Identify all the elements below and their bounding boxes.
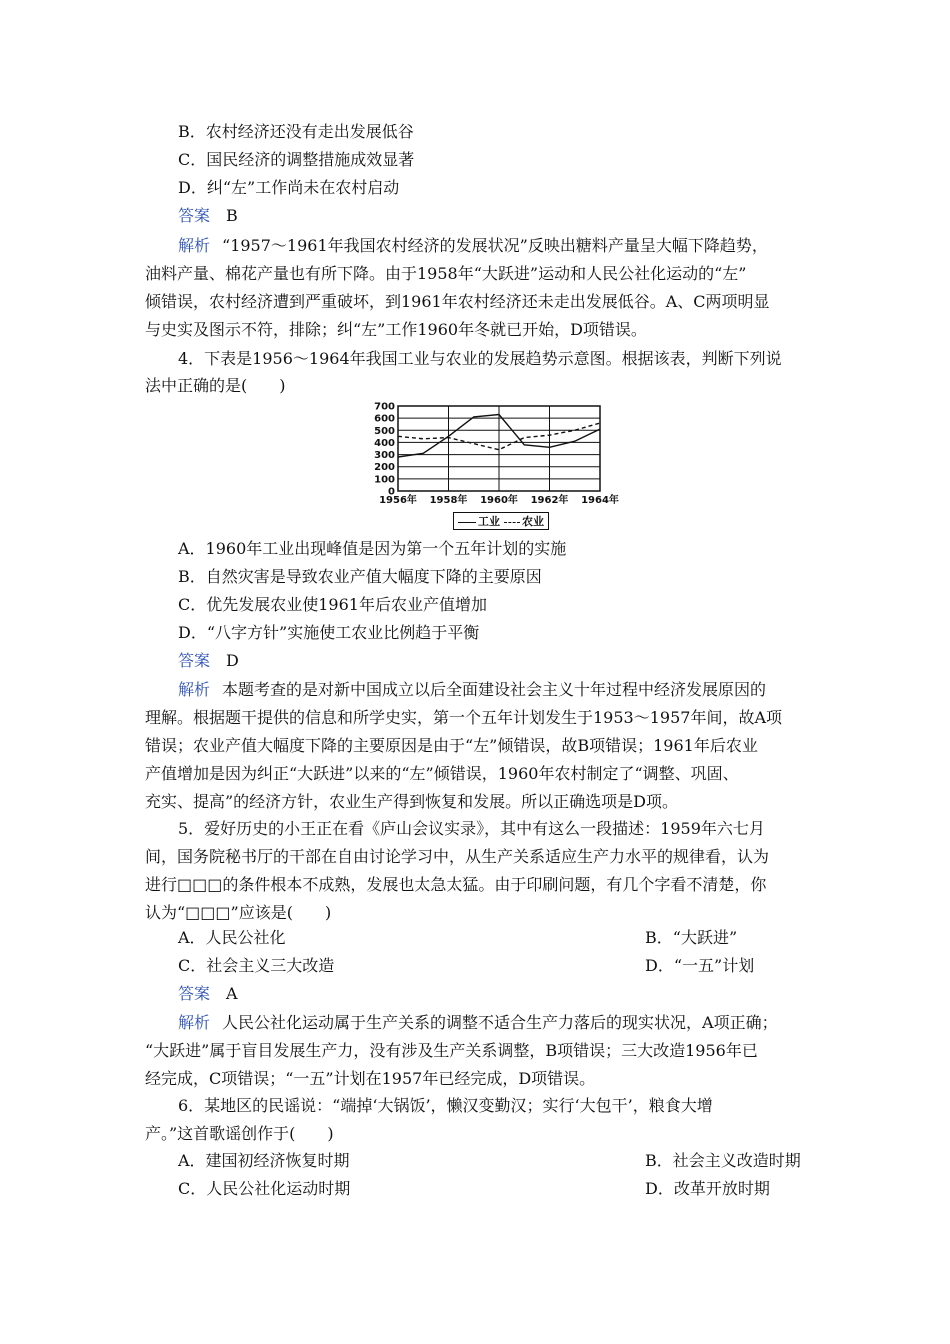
q5-answer [178,983,238,1005]
x-tick-label: 1960年 [480,495,518,506]
q6-stem-line-2: 产。”这首歌谣创作于( ) [145,1124,334,1143]
x-tick-label: 1958年 [429,495,468,506]
x-tick-label: 1956年 [379,495,417,506]
q5-option-b: B．“大跃进” [645,928,738,947]
q4-analysis-line-5: 充实、提高”的经济方针，农业生产得到恢复和发展。所以正确选项是D项。 [145,792,679,811]
q6-option-a: A．建国初经济恢复时期 [178,1151,350,1170]
q4-stem-line-1: 4．下表是1956～1964年我国工业与农业的发展趋势示意图。根据该表，判断下列说 [178,349,782,368]
y-tick-label: 600 [374,413,395,425]
legend-series-agriculture: 农业 [522,515,544,528]
q4-stem-line-2: 法中正确的是( ) [145,376,286,395]
q3-analysis-line-4: 与史实及图示不符，排除；纠“左”工作1960年冬就已开始，D项错误。 [145,320,647,339]
y-tick-label: 500 [374,425,395,437]
x-tick-label: 1964年 [581,495,619,506]
q4-option-c: C．优先发展农业使1961年后农业产值增加 [178,595,487,614]
answer-value: D [226,651,239,670]
legend-dashed-swatch [504,522,520,523]
q4-analysis-line-1: 解析 本题考查的是对新中国成立以后全面建设社会主义十年过程中经济发展原因的 [178,680,767,699]
q3-option-c: C．国民经济的调整措施成效显著 [178,150,415,169]
answer-value: A [226,984,238,1003]
chart-legend [453,512,549,530]
q6-stem-line-1: 6．某地区的民谣说：“端掉‘大锅饭’，懒汉变勤汉；实行‘大包干’，粮食大增 [178,1096,713,1115]
q3-option-d: D．纠“左”工作尚未在农村启动 [178,178,400,197]
q6-option-d: D．改革开放时期 [645,1179,770,1198]
q4-option-d: D．“八字方针”实施使工农业比例趋于平衡 [178,623,480,642]
q5-analysis-line-2: “大跃进”属于盲目发展生产力，没有涉及生产关系调整，B项错误；三大改造1956年已 [145,1041,758,1060]
answer-label: 答案 [178,206,211,225]
q4-answer [178,650,239,672]
q5-stem-line-1: 5．爱好历史的小王正在看《庐山会议实录》，其中有这么一段描述：1959年六七月 [178,819,765,838]
q3-analysis-line-2: 油料产量、棉花产量也有所下降。由于1958年“大跃进”运动和人民公社化运动的“左” [145,264,747,283]
q4-option-b: B．自然灾害是导致农业产值大幅度下降的主要原因 [178,567,542,586]
answer-label: 答案 [178,651,211,670]
legend-solid-swatch [458,522,476,523]
q3-answer [178,205,238,227]
y-tick-label: 700 [374,401,395,413]
q6-option-c: C．人民公社化运动时期 [178,1179,351,1198]
y-tick-label: 400 [374,437,395,449]
q5-stem-line-4: 认为“□□□”应该是( ) [145,903,332,922]
analysis-label: 解析 [178,236,211,255]
q5-option-c: C．社会主义三大改造 [178,956,335,975]
y-tick-label: 200 [374,462,395,474]
q5-analysis-line-1: 解析 人民公社化运动属于生产关系的调整不适合生产力落后的现实状况，A项正确； [178,1013,778,1032]
answer-value: B [226,206,238,225]
x-tick-label: 1962年 [530,495,569,506]
q3-analysis-line-3: 倾错误，农村经济遭到严重破坏，到1961年农村经济还未走出发展低谷。A、C两项明显 [145,292,770,311]
q5-option-d: D．“一五”计划 [645,956,755,975]
q6-option-b: B．社会主义改造时期 [645,1151,801,1170]
y-tick-label: 100 [374,474,395,486]
q5-stem-line-3: 进行□□□的条件根本不成熟，发展也太急太猛。由于印刷问题，有几个字看不清楚，你 [145,875,767,894]
q4-analysis-line-4: 产值增加是因为纠正“大跃进”以来的“左”倾错误，1960年农村制定了“调整、巩固、 [145,764,739,783]
q5-option-a: A．人民公社化 [178,928,286,947]
y-tick-label: 300 [374,450,395,462]
legend-series-industry: 工业 [478,515,500,528]
q3-option-b: B．农村经济还没有走出发展低谷 [178,122,414,141]
analysis-label: 解析 [178,1013,211,1032]
q4-option-a: A．1960年工业出现峰值是因为第一个五年计划的实施 [178,539,567,558]
q5-analysis-line-3: 经完成，C项错误；“一五”计划在1957年已经完成，D项错误。 [145,1069,596,1088]
analysis-label: 解析 [178,680,211,699]
q4-analysis-line-3: 错误；农业产值大幅度下降的主要原因是由于“左”倾错误，故B项错误；1961年后农业 [145,736,758,755]
q3-analysis-line-1: 解析 “1957～1961年我国农村经济的发展状况”反映出糖料产量呈大幅下降趋势， [178,236,768,255]
q5-stem-line-2: 间，国务院秘书厅的干部在自由讨论学习中，从生产关系适应生产力水平的规律看，认为 [145,847,770,866]
y-tick-label: 0 [388,486,395,498]
line-chart-svg [370,396,619,516]
q4-analysis-line-2: 理解。根据题干提供的信息和所学史实，第一个五年计划发生于1953～1957年间，故A项 [145,708,782,727]
answer-label: 答案 [178,984,211,1003]
